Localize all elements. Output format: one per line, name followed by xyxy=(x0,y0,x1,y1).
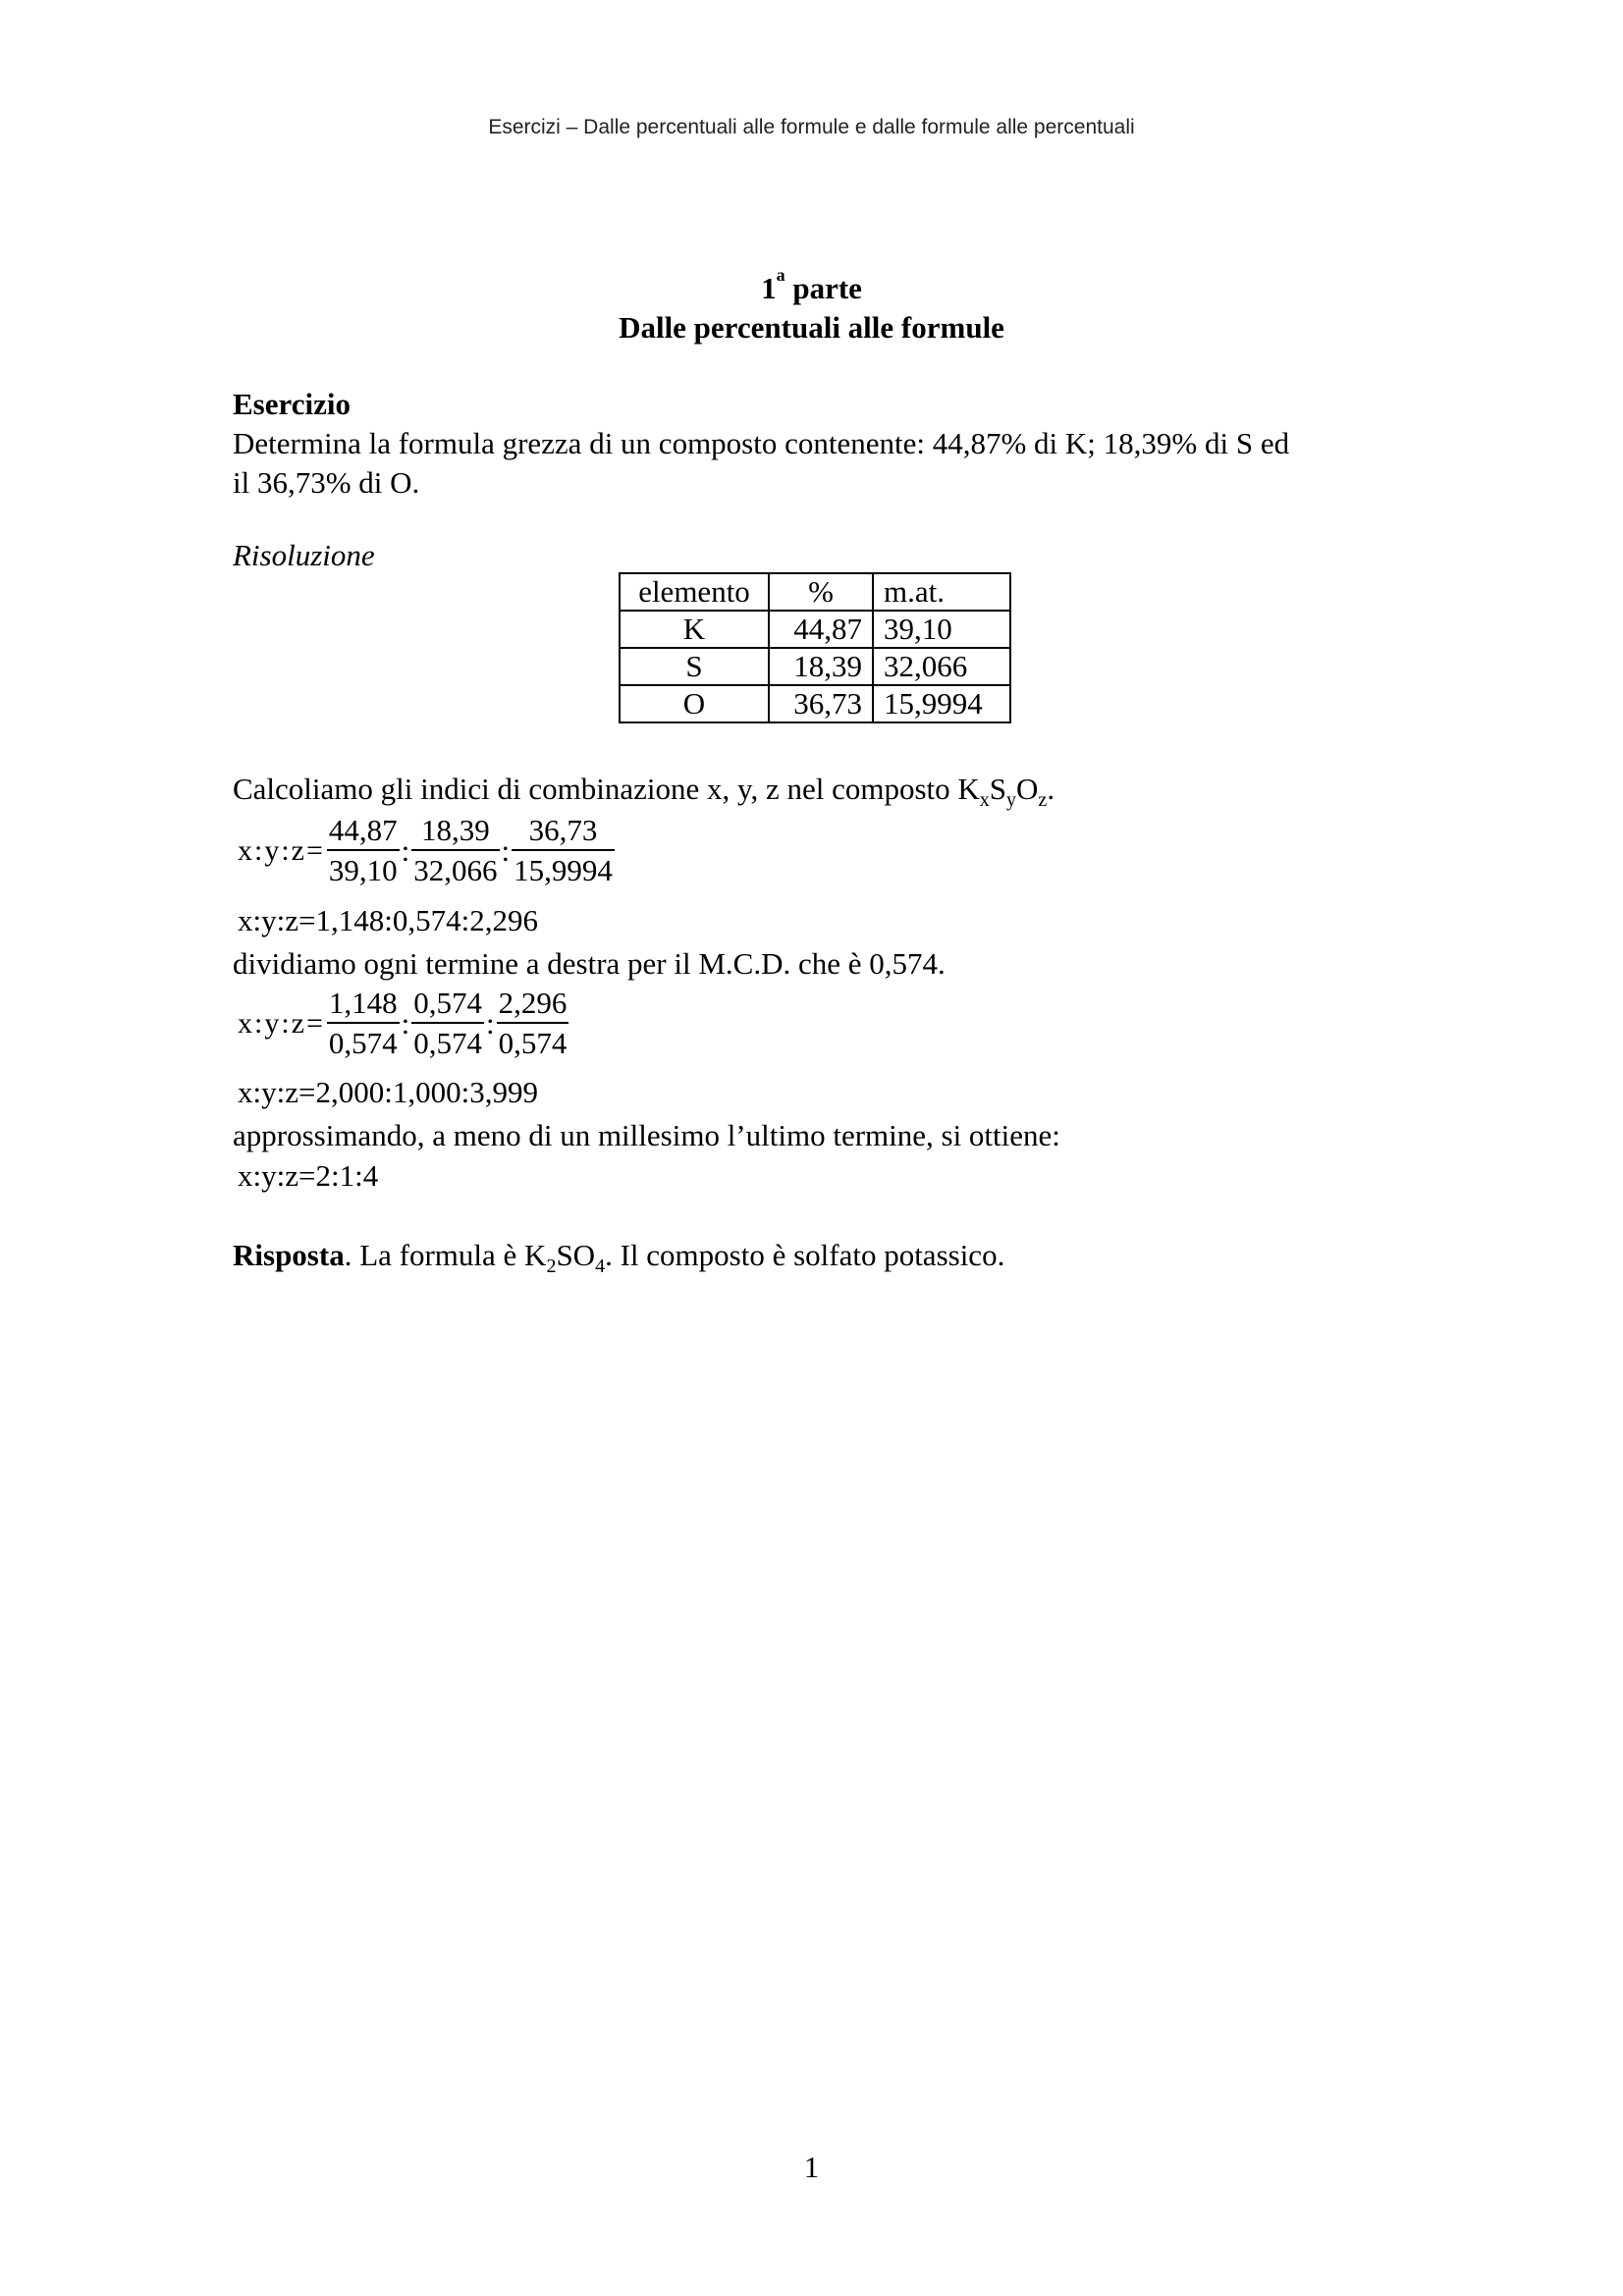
table-cell: K xyxy=(620,611,769,648)
data-table xyxy=(619,572,1011,723)
approx-text: approssimando, a meno di un millesimo l’ultimo termine, si ottiene: xyxy=(233,1118,1060,1152)
fraction xyxy=(497,985,569,1063)
divide-text: dividiamo ogni termine a destra per il M.C.D. che è 0,574. xyxy=(233,946,946,981)
ratio-colon: : xyxy=(401,1006,410,1041)
title-subtitle: Dalle percentuali alle formule xyxy=(619,310,1004,345)
calc-intro xyxy=(233,770,1391,813)
formula-sub-y: y xyxy=(1006,789,1017,811)
ratio-colon: : xyxy=(486,1006,495,1041)
table-row xyxy=(620,685,1010,722)
equation-lhs: x:y:z= xyxy=(238,834,325,867)
numerator: 36,73 xyxy=(528,813,598,847)
denominator: 15,9994 xyxy=(512,849,615,890)
answer-text-c: . Il composto è solfato potassico. xyxy=(605,1238,1005,1272)
fraction xyxy=(411,985,484,1063)
result-1: x:y:z=1,148:0,574:2,296 xyxy=(238,903,538,937)
ratio-colon: : xyxy=(501,833,511,868)
formula-end: . xyxy=(1047,772,1055,806)
fraction-equation-1 xyxy=(238,812,617,890)
table-row xyxy=(620,648,1010,685)
denominator: 32,066 xyxy=(411,849,499,890)
running-header: Esercizi – Dalle percentuali alle formule e dalle formule alle percentuali xyxy=(488,116,1135,138)
title-word: parte xyxy=(792,271,862,305)
title-line-1 xyxy=(0,265,1623,308)
table-cell: 32,066 xyxy=(873,648,1010,685)
formula-S: S xyxy=(989,772,1007,806)
denominator: 0,574 xyxy=(411,1022,484,1063)
table-row xyxy=(620,611,1010,648)
fraction-equation-2 xyxy=(238,985,570,1063)
result-3: x:y:z=2:1:4 xyxy=(238,1158,379,1193)
page-number: 1 xyxy=(803,2150,820,2184)
fraction xyxy=(512,812,615,890)
denominator: 0,574 xyxy=(327,1022,400,1063)
formula-sub-x: x xyxy=(979,789,990,811)
answer-sub-2: 4 xyxy=(595,1255,606,1277)
formula-sub-z: z xyxy=(1038,789,1048,811)
table-cell: O xyxy=(620,685,769,722)
table-cell: 15,9994 xyxy=(873,685,1010,722)
title-superscript: a xyxy=(776,265,785,285)
table-header: m.at. xyxy=(873,573,1010,611)
denominator: 39,10 xyxy=(327,849,400,890)
fraction xyxy=(327,812,400,890)
numerator: 44,87 xyxy=(328,813,398,847)
result-line-1 xyxy=(238,901,1396,940)
exercise-text-line-2: il 36,73% di O. xyxy=(233,465,420,500)
result-line-2 xyxy=(238,1073,1396,1112)
answer-text-b: SO xyxy=(556,1238,596,1272)
numerator: 1,148 xyxy=(328,986,398,1020)
calc-intro-text: Calcoliamo gli indici di combinazione x, y, z nel composto K xyxy=(233,772,980,806)
page-title xyxy=(0,265,1623,347)
table-header-row xyxy=(620,573,1010,611)
table-header: elemento xyxy=(620,573,769,611)
numerator: 2,296 xyxy=(498,986,568,1020)
fraction xyxy=(327,985,400,1063)
formula-O: O xyxy=(1016,772,1039,806)
table-cell: 39,10 xyxy=(873,611,1010,648)
answer xyxy=(233,1236,1391,1279)
ratio-colon: : xyxy=(401,833,410,868)
answer-sub-1: 2 xyxy=(546,1255,557,1277)
fraction xyxy=(411,812,499,890)
table-cell: S xyxy=(620,648,769,685)
table-cell: 18,39 xyxy=(769,648,873,685)
title-number: 1 xyxy=(761,271,777,305)
result-line-3 xyxy=(238,1156,1396,1196)
answer-text-a: . La formula è K xyxy=(344,1238,547,1272)
numerator: 0,574 xyxy=(413,986,483,1020)
equation-lhs: x:y:z= xyxy=(238,1007,325,1040)
resolution-label: Risoluzione xyxy=(233,538,375,572)
result-2: x:y:z=2,000:1,000:3,999 xyxy=(238,1075,538,1109)
exercise-text-line-1: Determina la formula grezza di un composto contenente: 44,87% di K; 18,39% di S ed xyxy=(233,426,1290,460)
table-cell: 36,73 xyxy=(769,685,873,722)
numerator: 18,39 xyxy=(421,813,490,847)
answer-label: Risposta xyxy=(233,1238,345,1272)
exercise-section xyxy=(233,385,1391,503)
table-cell: 44,87 xyxy=(769,611,873,648)
denominator: 0,574 xyxy=(497,1022,569,1063)
table-header: % xyxy=(769,573,873,611)
exercise-heading: Esercizio xyxy=(233,387,351,421)
